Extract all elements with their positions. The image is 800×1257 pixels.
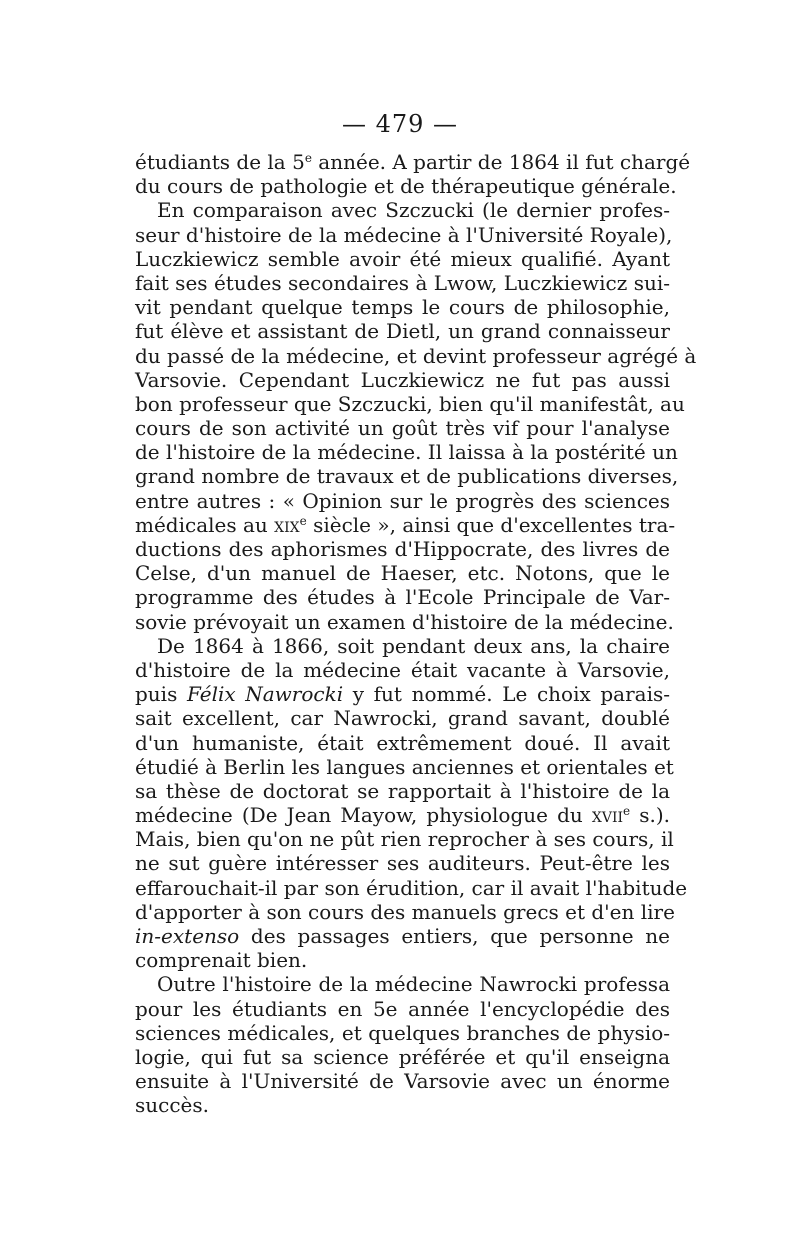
text-line: d'apporter à son cours des manuels grecs et d'en lire bbox=[135, 899, 675, 924]
body-text bbox=[135, 150, 697, 1118]
text-line: puis Félix Nawrocki y fut nommé. Le choix parais- bbox=[135, 682, 670, 707]
text-line: fut élève et assistant de Dietl, un grand connaisseur bbox=[135, 319, 670, 344]
text-line: ensuite à l'Université de Varsovie avec un énorme bbox=[135, 1069, 670, 1094]
text-line: du cours de pathologie et de thérapeutique générale. bbox=[135, 174, 677, 199]
person-name: Félix Nawrocki bbox=[186, 682, 344, 707]
text-line: sciences médicales, et quelques branches de physio- bbox=[135, 1020, 670, 1045]
text-line: du passé de la médecine, et devint professeur agrégé à bbox=[135, 343, 697, 368]
text-line: De 1864 à 1866, soit pendant deux ans, la chaire bbox=[157, 633, 670, 658]
text-line: vit pendant quelque temps le cours de philosophie, bbox=[135, 295, 670, 320]
latin-phrase: in-extenso bbox=[135, 924, 240, 948]
text-line: Celse, d'un manuel de Haeser, etc. Notons, que le bbox=[135, 561, 670, 586]
text-line: grand nombre de travaux et de publications diverses, bbox=[135, 464, 679, 489]
text-line: comprenait bien. bbox=[135, 948, 308, 973]
text-line: Mais, bien qu'on ne pût rien reprocher à ses cours, il bbox=[135, 827, 674, 852]
text-line: En comparaison avec Szczucki (le dernier profes- bbox=[157, 198, 670, 223]
text-line: d'un humaniste, était extrêmement doué. Il avait bbox=[135, 730, 670, 755]
text-line: succès. bbox=[135, 1093, 210, 1118]
text-line: effarouchait-il par son érudition, car il avait l'habitude bbox=[135, 875, 688, 900]
text-line: programme des études à l'Ecole Principale de Var- bbox=[135, 585, 670, 610]
text-line: sait excellent, car Nawrocki, grand savant, doublé bbox=[135, 706, 670, 731]
text-line: Luczkiewicz semble avoir été mieux qualifié. Ayant bbox=[135, 246, 670, 271]
text-line: in-extenso des passages entiers, que personne ne bbox=[135, 924, 670, 948]
text-line: étudiants de la 5e année. A partir de 1864 il fut chargé bbox=[135, 150, 691, 174]
text-line: sa thèse de doctorat se rapportait à l'histoire de la bbox=[135, 778, 670, 803]
text-line: fait ses études secondaires à Lwow, Luczkiewicz sui- bbox=[135, 270, 670, 295]
text-line: sovie prévoyait un examen d'histoire de la médecine. bbox=[135, 609, 674, 634]
text-line: étudié à Berlin les langues anciennes et orientales et bbox=[135, 754, 674, 779]
text-line: médicales au xix$^e$ siècle », ainsi que d'excellentes tra- bbox=[135, 512, 676, 537]
text-line: seur d'histoire de la médecine à l'Université Royale), bbox=[135, 222, 673, 247]
text-line: logie, qui fut sa science préférée et qu'il enseigna bbox=[135, 1044, 670, 1069]
page-number: — 479 — bbox=[341, 110, 459, 138]
text-line: bon professeur que Szczucki, bien qu'il manifestât, au bbox=[135, 391, 685, 416]
text-line: de l'histoire de la médecine. Il laissa à la postérité un bbox=[135, 440, 678, 465]
text-line: cours de son activité un goût très vif pour l'analyse bbox=[135, 416, 670, 441]
text-line: Outre l'histoire de la médecine Nawrocki professa bbox=[157, 972, 670, 997]
text-line: ductions des aphorismes d'Hippocrate, des livres de bbox=[135, 537, 670, 561]
text-line: pour les étudiants en 5e année l'encyclopédie des bbox=[135, 996, 670, 1021]
text-line: ne sut guère intéresser ses auditeurs. Peut-être les bbox=[135, 851, 670, 876]
text-line: entre autres : « Opinion sur le progrès des sciences bbox=[135, 488, 670, 513]
text-line: médecine (De Jean Mayow, physiologue du xvii$^e$ s.). bbox=[135, 803, 671, 828]
text-line: d'histoire de la médecine était vacante à Varsovie, bbox=[135, 657, 670, 682]
text-line: Varsovie. Cependant Luczkiewicz ne fut pas aussi bbox=[135, 367, 670, 392]
